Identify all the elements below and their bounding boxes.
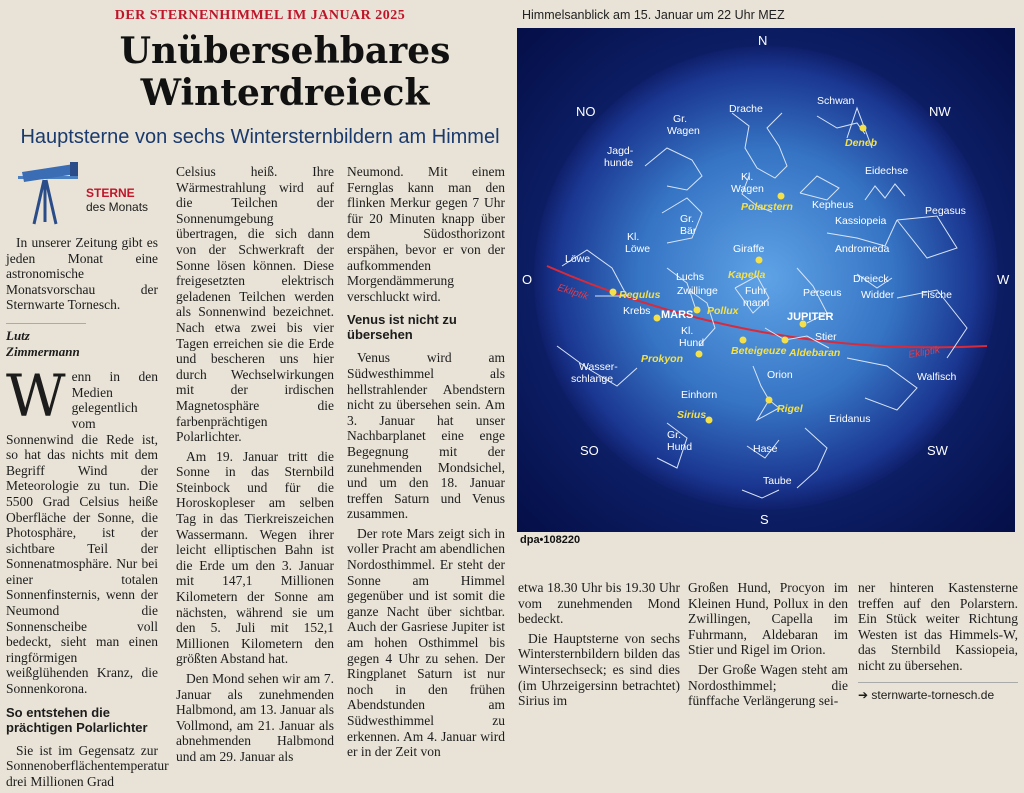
label-eidechse: Eidechse: [865, 165, 909, 177]
label-kl-hund-2: Hund: [679, 337, 705, 349]
direction-no: NO: [576, 104, 596, 119]
label-loewe: Löwe: [565, 253, 591, 265]
label-kl-wagen-2: Wagen: [731, 183, 764, 195]
label-zwillinge: Zwillinge: [677, 285, 718, 297]
label-kl-wagen-1: Kl.: [741, 171, 754, 183]
label-kassiopeia: Kassiopeia: [835, 215, 887, 227]
direction-o: O: [522, 272, 533, 287]
star-sirius: [706, 417, 713, 424]
label-luchs: Luchs: [676, 271, 705, 283]
label-kl-hund-1: Kl.: [681, 325, 694, 337]
label-perseus: Perseus: [803, 287, 842, 299]
label-jupiter: JUPITER: [787, 311, 834, 323]
headline: [60, 30, 510, 114]
label-andromeda: Andromeda: [835, 243, 890, 255]
col5-paragraph-2: Der Große Wagen steht am Nordosthimmel; die fünffache Verlängerung sei-: [688, 661, 848, 709]
star-deneb: [860, 125, 867, 132]
headline-line-2: Winterdreieck: [140, 72, 430, 114]
stars-label: STERNE: [86, 186, 135, 200]
label-polarstern: Polarstern: [741, 201, 793, 213]
sky-map: [517, 28, 1015, 532]
label-gr-hund-2: Hund: [667, 441, 693, 453]
website-link[interactable]: ➔ sternwarte-tornesch.de: [858, 682, 1018, 704]
label-wasserschlange-2: schlange: [571, 373, 614, 385]
dropcap: W: [6, 362, 66, 431]
star-beteigeuze: [740, 337, 747, 344]
subheading-polarlichter: So entstehen die prächtigen Polarlichter: [6, 704, 148, 735]
label-gr-wagen-2: Wagen: [667, 125, 700, 137]
of-the-month-label: des Monats: [86, 200, 149, 214]
direction-w: W: [997, 272, 1010, 287]
label-deneb: Deneb: [845, 137, 878, 149]
paragraph-1: [6, 362, 158, 697]
label-fuhrmann-1: Fuhr: [745, 285, 767, 297]
label-giraffe: Giraffe: [733, 243, 765, 255]
star-prokyon: [696, 351, 703, 358]
image-credit: dpa•108220: [520, 534, 581, 546]
col2-paragraph-3: Den Mond sehen wir am 7. Januar als zunehmenden Halbmond, am 13. Januar als Vollmond, am 21. Januar als abnehmenden Halbmond und am 29. Januar als: [176, 671, 334, 764]
star-rigel: [766, 397, 773, 404]
direction-nw: NW: [929, 104, 951, 119]
direction-sw: SW: [927, 443, 948, 458]
planet-mars: [654, 315, 661, 322]
label-krebs: Krebs: [623, 305, 651, 317]
col3-paragraph-1: Neumond. Mit einem Fernglas kann man den flinken Merkur gegen 7 Uhr für 20 Minuten knapp über dem Südosthorizont erspähen, bevor er von der aufkommenden Morgendämmerung verschluckt wird.: [347, 164, 505, 304]
label-dreieck: Dreieck: [853, 273, 889, 285]
label-aldebaran: Aldebaran: [789, 347, 841, 359]
star-polarstern: [778, 193, 785, 200]
label-mars: MARS: [661, 309, 694, 321]
label-drache: Drache: [729, 103, 763, 115]
label-einhorn: Einhorn: [681, 389, 718, 401]
column-6: [858, 580, 1018, 703]
label-hase: Hase: [753, 443, 778, 455]
intro-text: In unserer Zeitung gibt es jeden Monat eine astronomische Monatsvorschau der Sternwarte Tornesch.: [6, 235, 158, 313]
column-5: [688, 580, 848, 713]
label-walfisch: Walfisch: [917, 371, 957, 383]
star-aldebaran: [782, 337, 789, 344]
label-eridanus: Eridanus: [829, 413, 871, 425]
label-regulus: Regulus: [619, 289, 661, 301]
star-regulus: [610, 289, 617, 296]
label-pollux: Pollux: [707, 305, 739, 317]
col3-paragraph-3: Der rote Mars zeigt sich in voller Pracht am abendlichen Nordosthimmel. Er steht der Sonne am Himmel gegenüber und ist somit die ganze Nacht über sichtbar. Auch der Gasriese Jupiter ist am hohen Osthimmel bis gegen 4 Uhr zu sehen. Der Ringplanet Saturn ist nur noch in den frühen Abendstunden am Südwesthimmel zu erkennen. Am 4. Januar wird er in der Zeit von: [347, 525, 505, 760]
label-gr-hund-1: Gr.: [667, 429, 682, 441]
paragraph-1-text: enn in den Medien gelegentlich vom Sonnenwind die Rede ist, so hat das nichts mit dem Begriff Wind der Meteorologie zu tun. Die 5500 Grad Celsius heiße Oberfläche der Sonne, die Photosphäre, ist der sichtbare Teil der Sonnenatmosphäre. Nur bei einer totalen Sonnenfinsternis, wenn der Neumond die Sonnenscheibe voll bedeckt, sieht man einen ringförmigen weißglühenden Kranz, die Sonnenkorona.: [6, 369, 158, 697]
col2-paragraph-2: Am 19. Januar tritt die Sonne in das Sternbild Steinbock und für die Horoskopleser am selben Tag in das Tierkreiszeichen Wassermann. Wegen ihrer leicht elliptischen Bahn ist die Erde um den 3. Januar mit 147,1 Millionen Kilometern der Sonne am nächsten, während sie um den 5. Juli mit 152,1 Millionen Kilometern den größten Abstand hat.: [176, 448, 334, 667]
website-url: sternwarte-tornesch.de: [871, 687, 995, 702]
label-stier: Stier: [815, 331, 837, 343]
subline: Hauptsterne von sechs Wintersternbildern am Himmel: [20, 126, 500, 148]
label-gr-wagen-1: Gr.: [673, 113, 688, 125]
direction-so: SO: [580, 443, 599, 458]
label-gr-baer-1: Gr.: [680, 213, 695, 225]
label-schwan: Schwan: [817, 95, 855, 107]
label-beteigeuze: Beteigeuze: [731, 345, 787, 357]
label-prokyon: Prokyon: [641, 353, 684, 365]
column-1: [6, 235, 169, 793]
sky-map-svg: [517, 28, 1015, 532]
ecliptic-label-left: Ekliptik: [556, 282, 590, 303]
label-kapella: Kapella: [728, 269, 766, 281]
label-kl-loewe-2: Löwe: [625, 243, 651, 255]
label-wasserschlange-1: Wasser-: [579, 361, 618, 373]
col4-paragraph-2: Die Hauptsterne von sechs Wintersternbildern bilden das Wintersechseck; es sind dies (im Uhrzeigersinn betrachtet) Sirius im: [518, 630, 680, 709]
label-fuhrmann-2: mann: [743, 297, 770, 309]
label-taube: Taube: [763, 475, 792, 487]
col5-paragraph-1: Großen Hund, Procyon im Kleinen Hund, Pollux in den Zwillingen, Capella im Fuhrmann, Aldebaran im Stier und Rigel im Orion.: [688, 580, 848, 658]
ecliptic-label-right: Ekliptik: [907, 344, 941, 361]
label-kl-loewe-1: Kl.: [627, 231, 640, 243]
col2-paragraph-1: Celsius heiß. Ihre Wärmestrahlung wird auf die Teilchen der Sonnenumgebung übertragen, die sich dann von der Schwerkraft der Sonne lösen können. Diese freigesetzten elektrisch geladenen Teilchen werden als Sonnenwind bezeichnet. Nach etwa zwei bis vier Tagen erreichen sie die Erde und bescheren uns hier durch Wechselwirkungen mit der irdischen Magnetosphäre die farbenprächtigen Polarlichter.: [176, 164, 334, 445]
subheading-venus: Venus ist nicht zu übersehen: [347, 312, 457, 343]
col3-paragraph-2: Venus wird am Südwesthimmel als hellstrahlender Abendstern nicht zu übersehen sein. Am 3. Januar hat unser Nachbarplanet eine enge Begegnung mit der zunehmenden Mondsichel, und um den 18. Januar treffen Saturn und Venus zusammen.: [347, 350, 505, 522]
map-title: Himmelsanblick am 15. Januar um 22 Uhr MEZ: [522, 8, 785, 22]
label-fische: Fische: [921, 289, 952, 301]
label-pegasus: Pegasus: [925, 205, 966, 217]
direction-n: N: [758, 33, 768, 48]
label-gr-baer-2: Bär: [680, 225, 697, 237]
stars-of-the-month-label: [86, 186, 148, 214]
label-sirius: Sirius: [677, 409, 707, 421]
label-jagdhunde-1: Jagd-: [607, 145, 634, 157]
kicker: DER STERNENHIMMEL IM JANUAR 2025: [114, 8, 406, 23]
label-jagdhunde-2: hunde: [604, 157, 634, 169]
star-kapella: [756, 257, 763, 264]
label-orion: Orion: [767, 369, 793, 381]
star-pollux: [694, 307, 701, 314]
paragraph-2: Sie ist im Gegensatz zur Sonnenoberflächentemperatur drei Millionen Grad: [6, 742, 169, 789]
direction-s: S: [760, 512, 769, 527]
label-kepheus: Kepheus: [812, 199, 854, 211]
label-rigel: Rigel: [777, 403, 803, 415]
label-widder: Widder: [861, 289, 895, 301]
col4-paragraph-1: etwa 18.30 Uhr bis 19.30 Uhr vom zunehmenden Mond bedeckt.: [518, 580, 680, 627]
col6-paragraph-1: ner hinteren Kastensterne treffen auf den Polarstern. Ein Stück weiter Richtung Westen ist das Himmels-W, das Sternbild Kassiopeia, nicht zu übersehen.: [858, 580, 1018, 673]
column-4: [518, 580, 680, 713]
column-3: [347, 164, 505, 764]
column-2: [176, 164, 334, 769]
headline-line-1: Unübersehbares: [119, 30, 451, 72]
author: Lutz Zimmermann: [6, 323, 86, 359]
